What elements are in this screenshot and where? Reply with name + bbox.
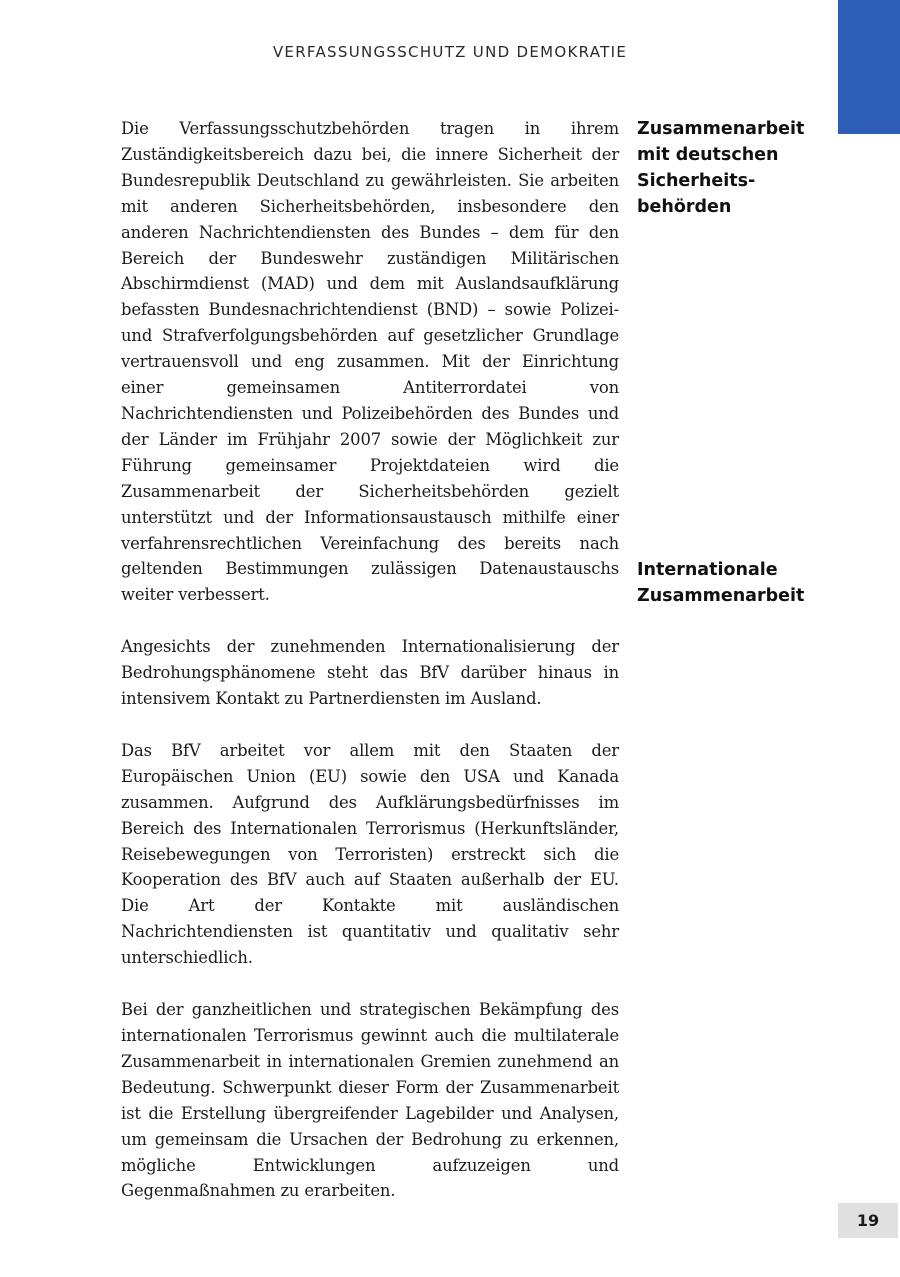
chapter-tab bbox=[838, 0, 900, 134]
main-text-column bbox=[121, 116, 619, 1230]
page-number: 19 bbox=[838, 1203, 898, 1238]
paragraph: Das BfV arbeitet vor allem mit den Staaten der Europäischen Union (EU) sowie den USA und Kanada zusammen. Aufgrund des Aufklärungsbedürfnisses im Bereich des Internationalen Terrorismus (Herkunftsländer, Reisebewegungen von Terroristen) erstreckt sich die Kooperation des BfV auch auf Staaten außerhalb der EU. Die Art der Kontakte mit ausländischen Nachrichtendiensten ist quantitativ und qualitativ sehr unterschiedlich. bbox=[121, 740, 619, 968]
side-heading-cooperation-german-agencies: Zusammenarbeit mit deutschen Sicherheitsbehörden bbox=[637, 119, 805, 217]
paragraph: Die Verfassungsschutzbehörden tragen in ihrem Zuständigkeitsbereich dazu bei, die innere Sicherheit der Bundesrepublik Deutschland zu gewährleisten. Sie arbeiten mit anderen Sicherheitsbehörden, insbesondere den anderen Nachrichtendiensten des Bundes – dem für den Bereich der Bundeswehr zuständigen Militärischen Abschirmdienst (MAD) und dem mit Auslandsaufklärung befassten Bundesnachrichtendienst (BND) – sowie Polizei- und Strafverfolgungsbehörden auf gesetzlicher Grundlage vertrauensvoll und eng zusammen. Mit der Einrichtung einer gemeinsamen Antiterrordatei von Nachrichtendiensten und Polizeibehörden des Bundes und der Länder im Frühjahr 2007 sowie der Möglichkeit zur Führung gemeinsamer Projektdateien wird die Zusammenarbeit der Sicherheitsbehörden gezielt unterstützt und der Informationsaustausch mithilfe einer verfahrensrechtlichen Vereinfachung des bereits nach geltenden Bestimmungen zulässigen Datenaustauschs weiter verbessert. bbox=[121, 119, 619, 605]
side-heading-international-cooperation: Internationale Zusammenarbeit bbox=[637, 560, 805, 606]
paragraph: Angesichts der zunehmenden Internationalisierung der Bedrohungsphänomene steht das BfV darüber hinaus in intensivem Kontakt zu Partnerdiensten im Ausland. bbox=[121, 637, 619, 709]
paragraph: Bei der ganzheitlichen und strategischen Bekämpfung des internationalen Terrorismus gewinnt auch die multilaterale Zusammenarbeit in internationalen Gremien zunehmend an Bedeutung. Schwerpunkt dieser Form der Zusammenarbeit ist die Erstellung übergreifender Lagebilder und Analysen, um gemeinsam die Ursachen der Bedrohung zu erkennen, mögliche Entwicklungen aufzuzeigen und Gegenmaßnahmen zu erarbeiten. bbox=[121, 1000, 619, 1201]
running-header: VERFASSUNGSSCHUTZ UND DEMOKRATIE bbox=[272, 43, 628, 61]
